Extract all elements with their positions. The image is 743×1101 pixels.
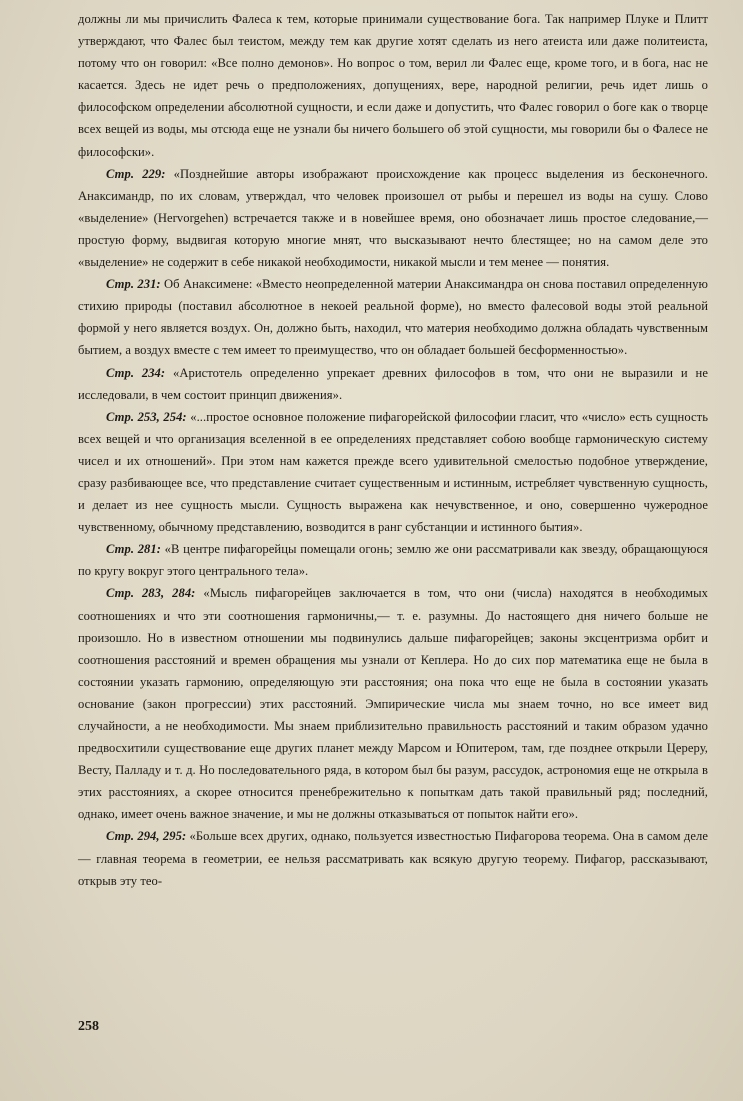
paragraph — [78, 362, 708, 406]
paragraph — [78, 406, 708, 539]
paragraph-text: «...простое основное положение пифагорейской философии гласит, что «число» есть сущность всех вещей и что организация вселенной в ее определениях представляет собою вообще гармоническую систему чисел и их отношений». При этом нам кажется прежде всего удивительной смелостью подобное утверждение, сразу разбивающее все, что представление считает существенным и истинным, истребляет чувственную сущность, и делает из нее сущность мысли. Сущность выражена как нечувственное, и оно, совершенно чужеродное чувственному, обычному представлению, возводится в ранг субстанции и истинного бытия». — [78, 409, 708, 535]
paragraph-text: Об Анаксимене: «Вместо неопределенной материи Анаксимандра он снова поставил определенную стихию природы (поставил абсолютное в некоей реальной форме), но вместо фалесовой воды этой реальной формой у него является воздух. Он, должно быть, находил, что материя необходимо должна обладать чувственным бытием, а воздух вместе с тем имеет то преимущество, что он обладает большей бесформенностью». — [78, 277, 708, 358]
paragraph — [78, 8, 708, 163]
paragraph-text: «Больше всех других, однако, пользуется известностью Пифагорова теорема. Она в самом деле — главная теорема в геометрии, ее нельзя рассматривать как всякую другую теорему. Пифагор, рассказывают, открыв эту тео- — [78, 829, 708, 888]
paragraph-text: «Аристотель определенно упрекает древних философов в том, что они не выразили и не исследовали, в чем состоит принцип движения». — [78, 365, 708, 402]
paragraph — [78, 163, 708, 273]
page-reference: Стр. 229: — [106, 166, 166, 181]
paragraph-text: «Позднейшие авторы изображают происхождение как процесс выделения из бесконечного. Анаксимандр, по их словам, утверждал, что человек произошел от рыбы и перешел из воды на сушу. Слово «выделение» (Hervorgehen) встречается также и в новейшее время, оно обозначает лишь простое следование,— простую форму, выдвигая которую многие мнят, что высказывают нечто блестящее; но на самом деле это «выделение» не содержит в себе никакой необходимости, никакой мысли и тем менее — понятия. — [78, 166, 708, 270]
paragraph — [78, 825, 708, 891]
page-reference: Стр. 231: — [106, 277, 161, 292]
body-text — [78, 8, 708, 892]
page-reference: Стр. 234: — [106, 365, 166, 380]
page-reference: Стр. 294, 295: — [106, 829, 187, 844]
paragraph — [78, 273, 708, 361]
paragraph — [78, 538, 708, 582]
paragraph-text: «Мысль пифагорейцев заключается в том, что они (числа) находятся в необходимых соотношениях и что эти соотношения гармоничны,— т. е. разумны. До настоящего дня ничего больше не произошло. Но в известном отношении мы подвинулись дальше пифагорейцев; законы эксцентризма орбит и соотношения расстояний и времен обращения мы узнали от Кеплера. Но до сих пор математика еще не была в состоянии указать гармонию, определяющую эти расстояния; она пока что еще не была в состоянии указать основание (закон прогрессии) этих расстояний. Эмпирические числа мы знаем точно, но все имеет вид случайности, а не необходимости. Мы знаем приблизительно правильность расстояний и таким образом удачно предвосхитили существование еще других планет между Марсом и Юпитером, там, где позднее открыли Цереру, Весту, Палладу и т. д. Но последовательного ряда, в котором был бы разум, рассудок, астрономия еще не открыла в этих расстояниях, а скорее относится пренебрежительно к попыткам дать такой правильный ряд; последний, однако, имеет очень важное значение, и мы не должны отказываться от попыток найти его». — [78, 586, 708, 822]
page-reference: Стр. 283, 284: — [106, 586, 196, 601]
page-reference: Стр. 281: — [106, 542, 161, 557]
page-number: 258 — [78, 1019, 99, 1034]
paragraph-text: «В центре пифагорейцы помещали огонь; землю же они рассматривали как звезду, обращающуюся по кругу вокруг этого центрального тела». — [78, 542, 708, 579]
paragraph — [78, 582, 708, 825]
paragraph-text: должны ли мы причислить Фалеса к тем, которые принимали существование бога. Так например Плуке и Плитт утверждают, что Фалес был теистом, между тем как другие хотят сделать из него атеиста или даже политеиста, потому что он говорил: «Все полно демонов». Но вопрос о том, верил ли Фалес еще, кроме того, и в бога, нас не касается. Здесь не идет речь о предположениях, допущениях, вере, народной религии, речь идет лишь о философском определении абсолютной сущности, и если даже и допустить, что Фалес говорил о боге как о творце всех вещей из воды, мы отсюда еще не узнали бы ничего большего об этой сущности, мы говорили бы о Фалесе не философски». — [78, 12, 708, 159]
page-reference: Стр. 253, 254: — [106, 409, 187, 424]
